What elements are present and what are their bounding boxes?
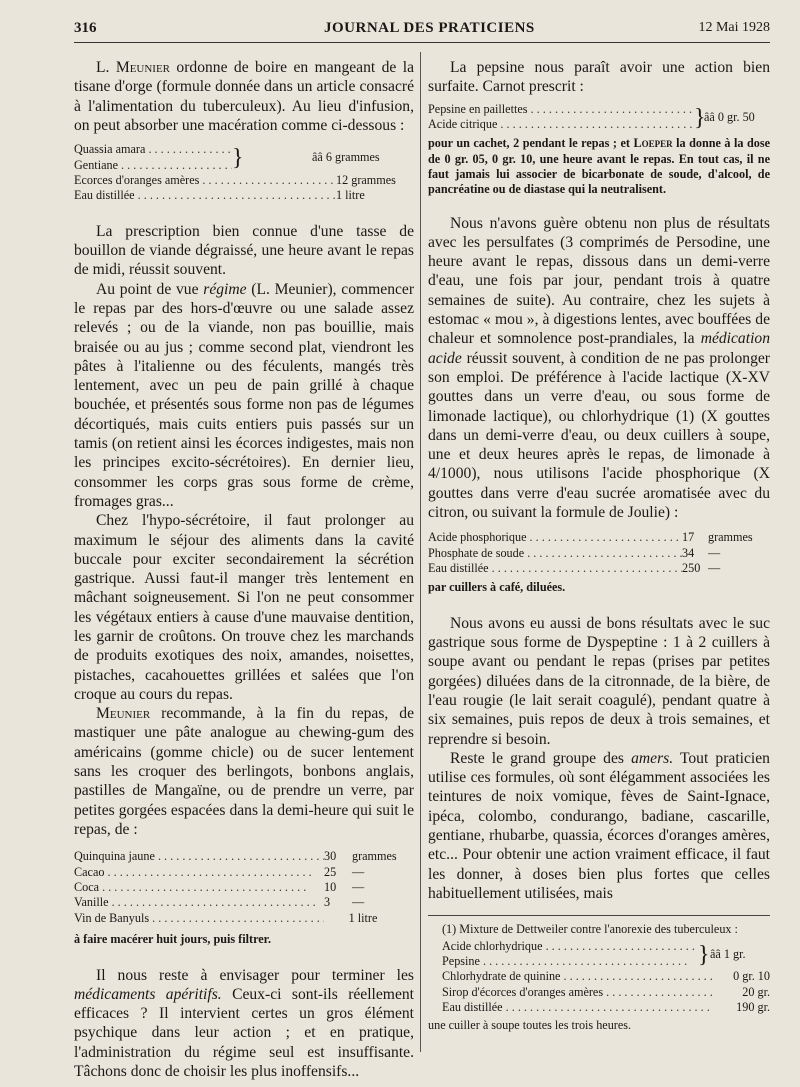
brace: } — [698, 941, 710, 968]
rx-quantity: 20 gr. — [742, 984, 770, 999]
paragraph — [74, 966, 414, 1082]
rx-quantity: 10 — [324, 880, 337, 895]
rx-quantity: 1 litre — [348, 910, 378, 925]
column-divider — [420, 52, 421, 1052]
rx-row — [428, 546, 770, 561]
author-name: Loeper — [633, 136, 673, 151]
rx-ingredient: Sirop d'écorces d'oranges amères . . . — [442, 985, 712, 1000]
footnote-prescription — [442, 939, 770, 1016]
rx-shared-quantity: ââ 1 gr. — [710, 946, 746, 961]
rx-unit: — — [352, 864, 365, 879]
rx-ingredient: Pepsine . . . — [442, 954, 698, 969]
header-rule — [74, 42, 770, 43]
paragraph-text: Nous n'avons guère obtenu non plus de résultats avec les persulfates (3 comprimés de Persodine, une heure avant le repas, dissous dans un demi-verre d'eau, une fois par jour, pendant trois à quatre semaines de suite). Au contraire, chez les sujets à estomac « mou », à digestions lentes, avec bouffées de chaleur et somnolence post-prandiales, la — [428, 214, 770, 348]
prescription-macération — [74, 142, 414, 204]
rx-row — [442, 969, 770, 984]
rx-row — [442, 985, 770, 1000]
rx-unit — [402, 911, 414, 926]
note-text: la donne à la dose de 0 gr. 05, 0 gr. 10, une heure avant le repas. — [428, 136, 771, 166]
rx-ingredient: Acide phosphorique . . . — [428, 530, 682, 545]
rx-quantity: 12 grammes — [336, 172, 396, 187]
prescription-note — [428, 136, 770, 197]
note-text: pour un cachet, 2 pendant le repas ; et — [428, 136, 630, 151]
rx-unit: — — [708, 561, 721, 576]
rx-ingredient: Ecorces d'oranges amères . . . — [74, 173, 336, 188]
paragraph-text: Reste le grand groupe des — [450, 749, 624, 767]
author-name: L. Meunier — [96, 59, 171, 76]
rx-row — [74, 895, 414, 910]
rx-ingredient: Quinquina jaune . . . — [74, 849, 324, 864]
rx-quantity: 3 — [324, 895, 331, 910]
rx-row — [428, 530, 770, 545]
rx-ingredient: Pepsine en paillettes . . . — [428, 102, 694, 117]
rx-quantity: 0 gr. 10 — [733, 969, 770, 984]
rx-unit: grammes — [708, 530, 753, 545]
emphasis: médication acide — [428, 330, 770, 367]
paragraph-text: Il nous reste à envisager pour terminer les — [96, 966, 414, 984]
prescription-note: par cuillers à café, diluées. — [428, 580, 566, 595]
brace: } — [694, 104, 706, 131]
paragraph: La pepsine nous paraît avoir une action bien surfaite. Carnot prescrit : — [428, 59, 770, 96]
rx-row — [74, 849, 414, 864]
rx-ingredient: Coca . . . — [74, 880, 324, 895]
author-name: (L. Meunier), — [251, 280, 337, 298]
rx-row — [74, 880, 414, 895]
rx-ingredient: Acide citrique . . . — [428, 117, 694, 132]
rx-quantity: 34 — [682, 545, 695, 560]
paragraph: Chez l'hypo-sécrétoire, il faut prolonger au maximum le séjour des aliments dans la cavité buccale pour exciter secondairement la sécrétion gastrique. Aussi faut-il manger très lentement en mâchant soigneusement. Si l'on ne peut consommer les végétaux entiers à cause d'une mauvaise dentition, les garnir de croûtons. On trouve chez les marchands de produits exotiques des noix, amandes, noisettes, pistaches, cacahouettes grillées et salées que l'on croque au cours du repas. — [74, 512, 414, 703]
paragraph-text: Au point de vue — [96, 280, 199, 298]
rx-unit: — — [352, 880, 365, 895]
rx-row — [428, 561, 770, 576]
rx-unit: grammes — [352, 849, 397, 864]
footnote-rule — [428, 915, 770, 916]
paragraph-text: recommande, à la fin du repas, de mastiquer une pâte analogue au chewing-gum des américains (gomme chicle) ou de sucer lentement sans les croquer des berlingots, bonbons anglais, pastilles de Mangaïne, ou de prendre un verre, par petites gorgées espacées dans la demi-heure qui suit le repas, de : — [74, 705, 414, 838]
paragraph — [428, 749, 770, 903]
paragraph-text: ordonne de boire en mangeant de la tisane d'orge (formule donnée dans un article consacré à l'alimentation du tuberculeux). Au lieu d'infusion, on peut absorber une macération comme ci-dessous : — [74, 59, 414, 134]
prescription-pepsine — [428, 102, 770, 133]
rx-quantity: 25 — [324, 864, 337, 879]
rx-quantity: 250 — [682, 561, 701, 576]
prescription-note: à faire macérer huit jours, puis filtrer. — [74, 932, 272, 947]
paragraph-text: Tout praticien utilise ces formules, où sont élégamment associées les teintures de noix vomique, fèves de Saint-Ignace, ipéca, colombo, condurango, badiane, cascarille, gentiane, rhubarbe, quassia, écorces d'oranges amères, etc... Pour obtenir une action vraiment efficace, il faut les donner, à doses bien plus fortes que celles habituellement utilisées, mais — [428, 749, 770, 902]
paragraph-text: réussit souvent, à condition de ne pas prolonger son emploi. De préférence à l'acide lactique (X-XV gouttes dans un verre d'eau, ou sous forme de limonade lactique), ou chlorhydrique (1) (X gouttes dans un demi-verre d'eau, ou deux cuillers à soupe, une et deux heures après le repas, de limonade à 4/1000), nous utilisons l'acide phosphorique (X gouttes dans verre d'eau sucrée aromatisée avec du citron, ou suivant la formule de Joulie) : — [428, 349, 770, 522]
rx-quantity: 30 — [324, 849, 337, 864]
rx-quantity: 1 litre — [336, 188, 365, 203]
rx-row — [74, 911, 414, 926]
rx-row — [442, 1000, 770, 1015]
paragraph — [428, 214, 770, 523]
rx-ingredient: Eau distillée . . . — [74, 188, 336, 203]
right-column — [428, 58, 770, 1034]
rx-row — [74, 865, 414, 880]
emphasis: amers. — [631, 749, 674, 767]
paragraph — [74, 704, 414, 839]
prescription-phosphorique — [428, 530, 770, 576]
rx-ingredient: Phosphate de soude . . . — [428, 546, 682, 561]
paragraph-text: commencer le repas par des hors-d'œuvre ou une salade assez relevés ; ou de la viande, non pas bouillie, mais braisée ou au jus ; comme second plat, viendront les pâtes à l'italienne ou des féculents, mangés très lentement, avec un peu de pain grillé à chaque bouchée, et présentés sous forme non pas de légumes décortiqués, mais cuits entiers puis passés sur un tamis (on retient ainsi les écorces indigestes, mais non les principes excito-sécrétoires). En dernier lieu, consommer les corps gras sous forme de crème, fromages gras... — [74, 280, 415, 510]
brace: } — [232, 145, 244, 172]
rx-ingredient: Chlorhydrate de quinine . . . — [442, 969, 712, 984]
rx-ingredient: Vanille . . . — [74, 895, 324, 910]
issue-date: 12 Mai 1928 — [698, 20, 770, 35]
note-warning: En tout cas, il ne faut jamais lui associer de bicarbonate de soude, d'alcool, de pancréatine ou de diastase qui la neutralisent. — [428, 151, 770, 197]
rx-unit: — — [352, 895, 365, 910]
rx-ingredient: Eau distillée . . . — [442, 1000, 712, 1015]
paragraph-text: Ceux-ci sont-ils réellement efficaces ? Il intervient certes un gros élément psychique dans leur action ; et en pratique, l'administration du régime seul est insuffisante. Tâchons donc de choisir les plus inoffensifs... — [74, 985, 414, 1080]
left-column — [74, 58, 414, 1081]
journal-title: JOURNAL DES PRATICIENS — [324, 20, 535, 36]
rx-unit: — — [708, 545, 721, 560]
paragraph — [74, 58, 414, 135]
rx-ingredient: Vin de Banyuls . . . — [74, 911, 324, 926]
rx-ingredient: Quassia amara . . . — [74, 142, 232, 157]
author-name: Meunier — [96, 705, 151, 723]
rx-quantity: 190 gr. — [736, 1000, 770, 1015]
rx-quantity: 17 — [682, 530, 695, 545]
rx-ingredient: Cacao . . . — [74, 865, 324, 880]
prescription-vin — [74, 849, 414, 926]
rx-ingredient: Gentiane . . . — [74, 158, 232, 173]
footnote-title: (1) Mixture de Dettweiler contre l'anorexie des tuberculeux : — [442, 922, 738, 937]
page-header — [74, 18, 770, 40]
paragraph — [74, 280, 414, 512]
emphasis: régime — [203, 280, 247, 298]
rx-shared-quantity: ââ 6 grammes — [312, 150, 380, 165]
rx-ingredient: Eau distillée . . . — [428, 561, 682, 576]
emphasis: médicaments apéritifs. — [74, 985, 222, 1003]
rx-ingredient: Acide chlorhydrique . . . — [442, 939, 698, 954]
rx-row — [74, 173, 414, 188]
paragraph: Nous avons eu aussi de bons résultats avec le suc gastrique sous forme de Dyspeptine : 1 à 2 cuillers à soupe avant ou pendant le repas (prises par petites gorgées) diluées dans de la citronnade, de la bière, de l'eau rougie (le lait serait coagulé), pendant quatre à six semaines, puis repos de deux à trois semaines, et reprendre si besoin. — [428, 614, 770, 748]
page-number: 316 — [74, 20, 97, 36]
rx-row — [74, 188, 414, 203]
paragraph: La prescription bien connue d'une tasse de bouillon de viande dégraissé, une heure avant le repas de midi, réussit souvent. — [74, 222, 414, 279]
rx-shared-quantity: ââ 0 gr. 50 — [704, 109, 755, 124]
footnote-note: une cuiller à soupe toutes les trois heures. — [428, 1018, 632, 1033]
